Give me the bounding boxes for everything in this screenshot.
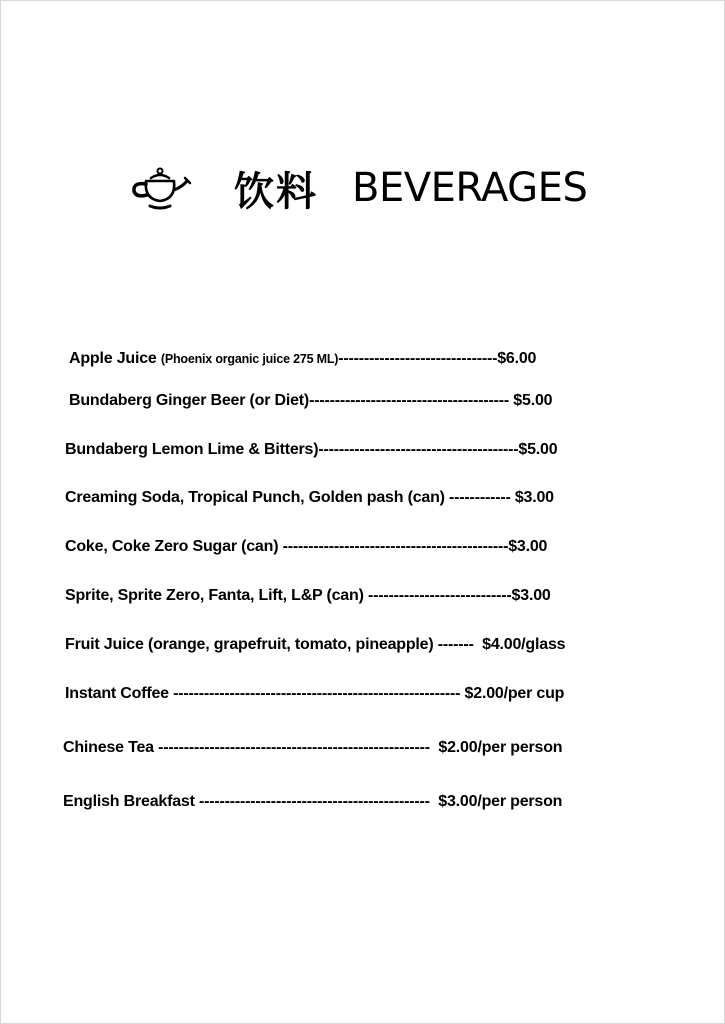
item-name: Fruit Juice (orange, grapefruit, tomato, pineapple): [65, 636, 438, 653]
item-name: Bundaberg Lemon Lime & Bitters): [65, 441, 319, 458]
title-chinese: 饮料: [234, 168, 318, 215]
menu-header: [130, 160, 587, 216]
item-note: (Phoenix organic juice 275 ML): [160, 352, 339, 366]
item-price: $2.00/per cup: [460, 685, 565, 702]
item-price: $5.00: [509, 392, 553, 409]
item-leader: ---------------------------------------------: [199, 793, 430, 810]
item-leader: -------------------------------: [338, 350, 498, 367]
item-leader: ------------: [449, 489, 511, 506]
item-price: $4.00/glass: [473, 636, 566, 653]
item-leader: --------------------------------------------------------: [173, 685, 461, 702]
item-price: $3.00/per person: [429, 793, 563, 810]
item-name: Creaming Soda, Tropical Punch, Golden pash (can): [65, 489, 450, 506]
menu-item-chinese-tea: [63, 738, 562, 758]
item-price: $5.00: [518, 441, 558, 458]
item-leader: --------------------------------------------: [282, 538, 509, 555]
item-price: $3.00: [510, 489, 554, 506]
item-price: $6.00: [497, 350, 537, 367]
item-name: Sprite, Sprite Zero, Fanta, Lift, L&P (can): [65, 587, 368, 604]
menu-item-sprite: [65, 586, 551, 606]
item-name: English Breakfast: [63, 793, 200, 810]
item-leader: ----------------------------: [367, 587, 512, 604]
teapot-icon: [130, 165, 194, 211]
item-leader: -------: [437, 636, 474, 653]
item-name: Instant Coffee: [65, 685, 174, 702]
item-name: Chinese Tea: [63, 739, 159, 756]
menu-item-english-breakfast: [63, 792, 562, 812]
menu-item-creaming-soda: [65, 488, 554, 508]
menu-item-instant-coffee: [65, 684, 564, 704]
menu-item-ginger-beer: [69, 391, 552, 411]
menu-item-coke: [65, 537, 547, 557]
title-english: BEVERAGES: [352, 165, 588, 211]
item-price: $3.00: [508, 538, 548, 555]
item-leader: ---------------------------------------: [318, 441, 519, 458]
menu-item-fruit-juice: [65, 635, 565, 655]
item-leader: ---------------------------------------: [309, 392, 510, 409]
item-price: $3.00: [511, 587, 551, 604]
item-name: Apple Juice: [69, 350, 157, 367]
item-price: $2.00/per person: [429, 739, 563, 756]
menu-item-apple-juice: [69, 349, 536, 369]
item-name: Bundaberg Ginger Beer (or Diet): [69, 392, 310, 409]
item-leader: -----------------------------------------------------: [158, 739, 430, 756]
menu-item-lemon-lime-bitters: [65, 440, 557, 460]
item-name: Coke, Coke Zero Sugar (can): [65, 538, 283, 555]
